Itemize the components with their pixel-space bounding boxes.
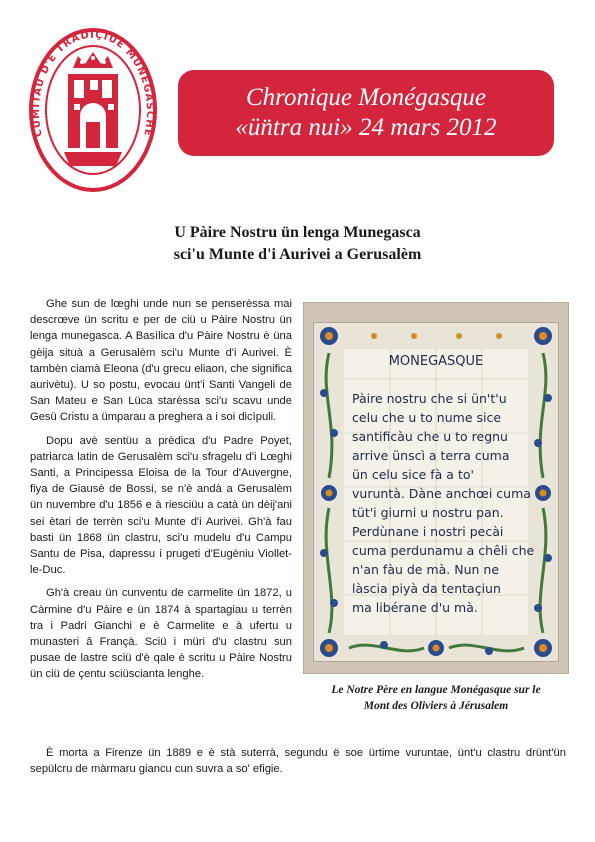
plaque-line: Perdùnane i nostri pecài (352, 524, 504, 539)
committee-logo (28, 26, 158, 194)
article-title-line1: U Pàire Nostru ün lenga Munegasca (174, 224, 421, 241)
closing-paragraph: È morta a Firenze ün 1889 e è stà suterrà, segundu ë soe ürtime vuruntae, ünt'u clastru drünt'ün sepülcru de màrmaru giancu cun suvra a so' efigie. (30, 747, 566, 776)
plaque-line: celu che u to nume sice (352, 410, 502, 425)
plaque-photo (303, 302, 569, 674)
plaque-line: tüt'i giurni u nostru pan. (352, 505, 504, 520)
article-paragraph: Dopu avè sentüu a prèdica d'u Padre Poyet, patriarca latin de Gerusalèm sci'u sfragelu d'i Lœghi Santi, a Principessa Eloisa de la Tour d'Auvergne, fiya de Giausè de Bossi, se n'è andà a Gerusalèm ün nuvembre d'u 1856 e à riesciüu a catà ün dèij'ani sei ètari de terrèn sci'u Munte d'i Aurivei. Gh'à fau basti ün 1868 ün clastru, sci'u mudelu d'u Campu Santu de Pisa, dapressu i prugeti d'Eugèniu Viollet-le-Duc. (30, 434, 292, 577)
plaque-line: n'an fàu de mà. Nun ne (352, 562, 500, 577)
header-title-line2: «ün̈tra nui» 24 mars 2012 (235, 114, 497, 141)
caption-line1: Le Notre Père en langue Monégasque sur le (331, 684, 541, 696)
article-body (30, 296, 292, 690)
plaque-line: Pàire nostru che si ün't'u (352, 391, 507, 406)
plaque-line: cuma perdunamu a chêli che (352, 543, 535, 558)
header-title-line1: Chronique Monégasque (245, 84, 486, 111)
article-paragraph: Ghe sun de lœghi unde nun se penserèssa mai descrœve ün scritu e per de ciü u Pàire Nostru ün lenga munegasca. A Basìlica d'u Pàire Nostru è üna gèija situà a Gerusalèm sci'u Munte d'i Aurivei. È tambèn ciamà Eleona (d'u grecu eliaon, che significa aurivètu). U so postu, evocau ünt'i Santi Vangeli de San Mateu e San Lüca starèssa sci'u scavu unde Gesü Cristu a ümparau a preghera a i soi dicìpuli. (30, 298, 292, 424)
header-banner (178, 70, 554, 156)
plaque-heading: MONEGASQUE (388, 354, 484, 369)
caption-line2: Mont des Oliviers à Jérusalem (363, 700, 509, 712)
plaque-line: arrive ünscì a terra cuma (352, 448, 510, 463)
article-title-line2: sci'u Munte d'i Aurivei a Gerusalèm (173, 246, 422, 263)
plaque-line: santificàu che u to regnu (352, 429, 508, 444)
plaque-line: ma libérane d'u mà. (352, 600, 478, 615)
plaque-line: làscia piyà da tentaçiun (352, 581, 501, 596)
article-paragraph: Gh'à creau ün cunventu de carmelite ün 1872, u Càrmine d'u Pàire e ün 1874 à spartagiau u terrèn tra i Padri Gianchi e è Carmelite e à ufertu u munasteri â Françà. Sciü i müri d'u clastru sun pusae de lastre sciü d'è qale è scritu u Pàire Nostru ün ciü de çentu sciüscianta lenghe. (30, 587, 292, 681)
plaque-line: vuruntà. Dàne anchœi cuma (352, 486, 531, 501)
plaque-line: ün celu sice fà a to' (352, 467, 474, 482)
article-title (100, 222, 495, 266)
photo-caption (300, 682, 572, 714)
logo-arc-text: CUMITAU D'E TRADIÇIUE MUNEGASCHE (30, 29, 156, 138)
